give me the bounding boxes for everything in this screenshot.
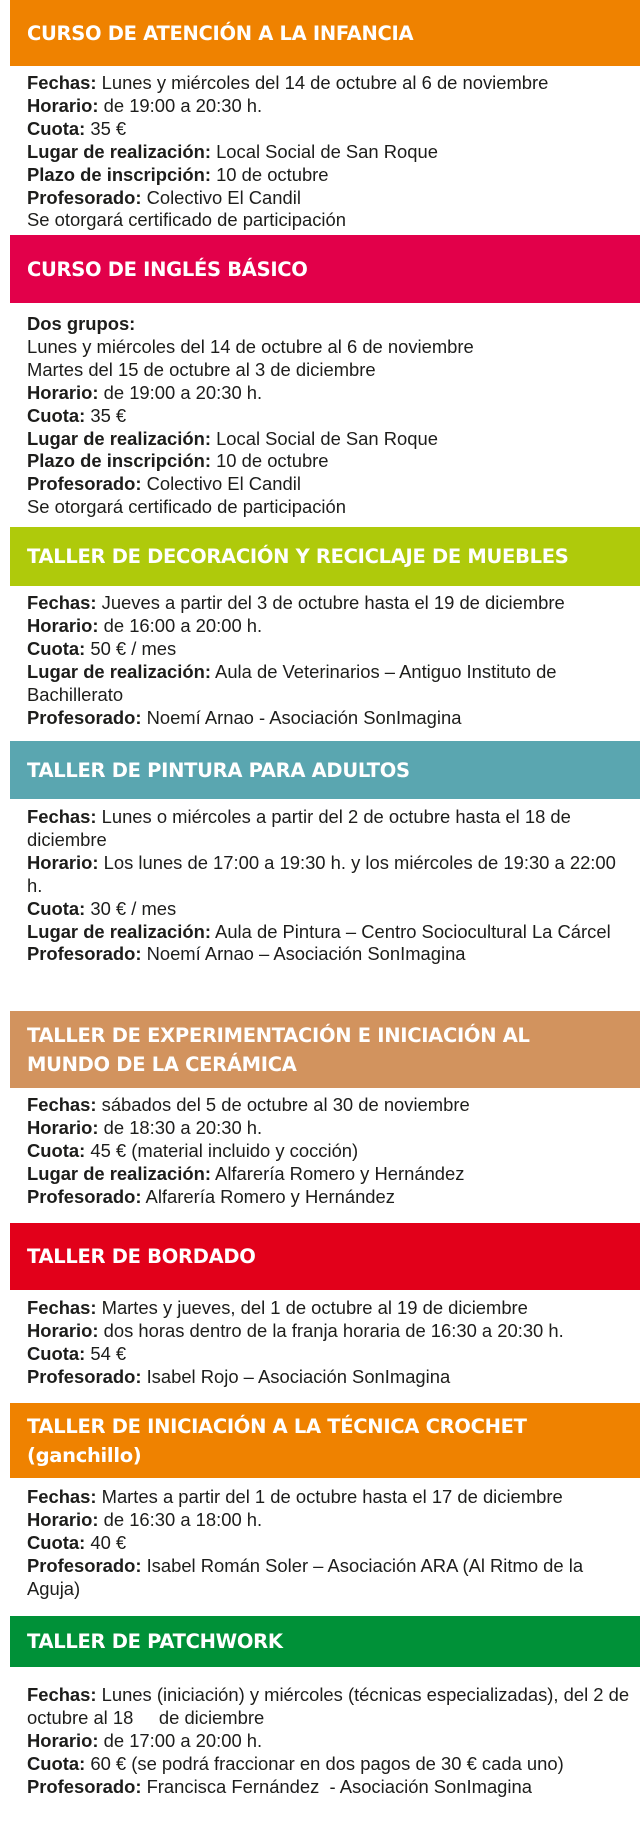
label-cuota: Cuota: [27,1139,86,1161]
section-body [27,1486,630,1601]
section-title: TALLER DE DECORACIÓN Y RECICLAJE DE MUEBLES [27,545,569,568]
value-lugar: Alfarería Romero y Hernández [210,1162,465,1184]
label-horario: Horario: [27,381,99,403]
section-body [27,1297,630,1389]
label-profesorado: Profesorado: [27,706,142,728]
label-cuota: Cuota: [27,1342,86,1364]
label-cuota: Cuota: [27,404,86,426]
label-lugar: Lugar de realización: [27,920,211,942]
detail-line-horario [27,1509,630,1532]
value-fechas: Martes y jueves, del 1 de octubre al 19 de diciembre [96,1297,528,1318]
detail-line-certificado [27,209,630,232]
label-fechas: Fechas: [27,1486,97,1507]
value-lugar: Aula de Pintura – Centro Sociocultural La Cárcel [210,920,611,942]
detail-line-cuota [27,405,630,428]
value-cuota: 35 € [85,404,127,426]
label-fechas: Fechas: [27,806,97,827]
label-lugar: Lugar de realización: [27,427,211,449]
detail-line-cuota [27,1753,630,1776]
section-header [10,0,640,66]
label-cuota: Cuota: [27,1752,86,1774]
label-lugar: Lugar de realización: [27,140,211,162]
label-fechas: Fechas: [27,1297,97,1318]
value-lugar: Local Social de San Roque [210,140,438,162]
label-cuota: Cuota: [27,117,86,139]
section-title: TALLER DE BORDADO [27,1245,256,1268]
section-header [10,1616,640,1667]
value-profesorado: Colectivo El Candil [141,186,301,208]
detail-line-fechas [27,806,630,852]
value-profesorado: Francisca Fernández - Asociación SonImagina [141,1775,532,1797]
label-cuota: Cuota: [27,637,86,659]
value-certificado: Se otorgará certificado de participación [27,209,346,231]
detail-line-fechas [27,1486,630,1509]
detail-line-grupo-1 [27,336,630,359]
detail-line-cuota [27,898,630,921]
detail-line-fechas [27,1684,635,1730]
value-grupo-1: Lunes y miércoles del 14 de octubre al 6 de noviembre [27,335,474,357]
section-title: CURSO DE INGLÉS BÁSICO [27,257,308,281]
label-profesorado: Profesorado: [27,1365,142,1387]
detail-line-horario [27,852,630,898]
detail-line-profesorado [27,943,630,966]
label-profesorado: Profesorado: [27,1185,142,1207]
detail-line-cuota [27,1532,630,1555]
detail-line-profesorado [27,1186,630,1209]
label-grupos: Dos grupos: [27,313,136,334]
value-horario: de 19:00 a 20:30 h. [98,381,263,403]
value-plazo: 10 de octubre [210,163,329,185]
section-body [27,313,630,519]
label-plazo: Plazo de inscripción: [27,163,211,185]
value-fechas: Lunes y miércoles del 14 de octubre al 6 de noviembre [96,72,549,93]
value-fechas: Jueves a partir del 3 de octubre hasta el 19 de diciembre [96,592,565,613]
value-cuota: 35 € [85,117,127,139]
label-fechas: Fechas: [27,592,97,613]
detail-line-horario [27,1320,630,1343]
section-title: TALLER DE EXPERIMENTACIÓN E INICIACIÓN AL MUNDO DE LA CERÁMICA [27,1023,530,1076]
detail-line-plazo [27,450,630,473]
value-certificado: Se otorgará certificado de participación [27,496,346,518]
detail-line-profesorado [27,473,630,496]
value-lugar: Aula de Veterinarios – Antiguo Instituto de Bachillerato [27,660,557,705]
label-profesorado: Profesorado: [27,186,142,208]
section-header [10,235,640,303]
detail-line-cuota [27,638,630,661]
section-header [10,1403,640,1478]
value-lugar: Local Social de San Roque [210,427,438,449]
section-header [10,1223,640,1290]
detail-line-horario [27,95,630,118]
detail-line-horario [27,1117,630,1140]
detail-line-profesorado [27,187,630,210]
label-profesorado: Profesorado: [27,1554,142,1576]
label-lugar: Lugar de realización: [27,1162,211,1184]
detail-line-profesorado [27,1776,630,1799]
section-body [27,72,630,232]
section-header [10,527,640,586]
value-grupo-2: Martes del 15 de octubre al 3 de diciembre [27,358,376,380]
value-fechas: Martes a partir del 1 de octubre hasta el 17 de diciembre [96,1486,563,1507]
detail-line-lugar [27,1163,630,1186]
label-cuota: Cuota: [27,897,86,919]
label-horario: Horario: [27,851,99,873]
detail-line-profesorado [27,1555,630,1601]
label-horario: Horario: [27,1508,99,1530]
label-fechas: Fechas: [27,1094,97,1115]
label-lugar: Lugar de realización: [27,660,211,682]
value-cuota: 45 € (material incluido y cocción) [85,1139,359,1161]
label-plazo: Plazo de inscripción: [27,450,211,472]
value-profesorado: Noemí Arnao - Asociación SonImagina [141,706,462,728]
detail-line-fechas [27,592,630,615]
detail-line-certificado [27,496,630,519]
detail-line-horario [27,1730,630,1753]
value-profesorado: Colectivo El Candil [141,473,301,495]
value-cuota: 30 € / mes [85,897,177,919]
section-header [10,741,640,799]
detail-line-profesorado [27,707,630,730]
value-cuota: 50 € / mes [85,637,177,659]
value-profesorado: Isabel Román Soler – Asociación ARA (Al Ritmo de la Aguja) [27,1554,584,1599]
value-profesorado: Noemí Arnao – Asociación SonImagina [141,943,466,965]
section-header [10,1011,640,1088]
value-horario: de 16:30 a 18:00 h. [98,1508,263,1530]
value-horario: de 16:00 a 20:00 h. [98,614,263,636]
detail-line-lugar [27,141,630,164]
label-horario: Horario: [27,94,99,116]
label-horario: Horario: [27,1116,99,1138]
detail-line-lugar [27,428,630,451]
detail-line-plazo [27,164,630,187]
value-cuota: 60 € (se podrá fraccionar en dos pagos de 30 € cada uno) [85,1752,564,1774]
detail-line-cuota [27,1140,630,1163]
detail-line-lugar [27,661,630,707]
value-fechas: Lunes (iniciación) y miércoles (técnicas especializadas), del 2 de octubre al 18 de diciembre [27,1684,635,1728]
detail-line-horario [27,382,630,405]
section-title: TALLER DE INICIACIÓN A LA TÉCNICA CROCHET (ganchillo) [27,1414,527,1467]
label-fechas: Fechas: [27,72,97,93]
value-fechas: Lunes o miércoles a partir del 2 de octubre hasta el 18 de diciembre [27,806,571,850]
detail-line-horario [27,615,630,638]
detail-line-cuota [27,118,630,141]
label-profesorado: Profesorado: [27,473,142,495]
value-profesorado: Isabel Rojo – Asociación SonImagina [141,1365,451,1387]
value-horario: dos horas dentro de la franja horaria de 16:30 a 20:30 h. [98,1319,564,1341]
value-horario: Los lunes de 17:00 a 19:30 h. y los miércoles de 19:30 a 22:00 h. [27,851,616,896]
value-fechas: sábados del 5 de octubre al 30 de noviembre [96,1094,470,1115]
value-cuota: 40 € [85,1531,127,1553]
detail-line-profesorado [27,1366,630,1389]
label-horario: Horario: [27,614,99,636]
label-profesorado: Profesorado: [27,1775,142,1797]
section-body [27,806,630,966]
label-horario: Horario: [27,1319,99,1341]
section-body [27,1684,635,1799]
value-cuota: 54 € [85,1342,127,1364]
value-horario: de 19:00 a 20:30 h. [98,94,263,116]
value-horario: de 17:00 a 20:00 h. [98,1729,263,1751]
label-horario: Horario: [27,1729,99,1751]
section-body [27,1094,630,1209]
value-plazo: 10 de octubre [210,450,329,472]
section-title: TALLER DE PATCHWORK [27,1630,283,1653]
label-fechas: Fechas: [27,1684,97,1705]
detail-line-lugar [27,921,630,944]
value-profesorado: Alfarería Romero y Hernández [141,1185,395,1207]
detail-line-grupo-2 [27,359,630,382]
value-horario: de 18:30 a 20:30 h. [98,1116,263,1138]
section-body [27,592,630,729]
detail-line-grupos [27,313,630,336]
detail-line-fechas [27,1094,630,1117]
section-title: CURSO DE ATENCIÓN A LA INFANCIA [27,21,414,45]
detail-line-fechas [27,72,630,95]
label-cuota: Cuota: [27,1531,86,1553]
detail-line-fechas [27,1297,630,1320]
section-title: TALLER DE PINTURA PARA ADULTOS [27,758,410,782]
label-profesorado: Profesorado: [27,943,142,965]
detail-line-cuota [27,1343,630,1366]
